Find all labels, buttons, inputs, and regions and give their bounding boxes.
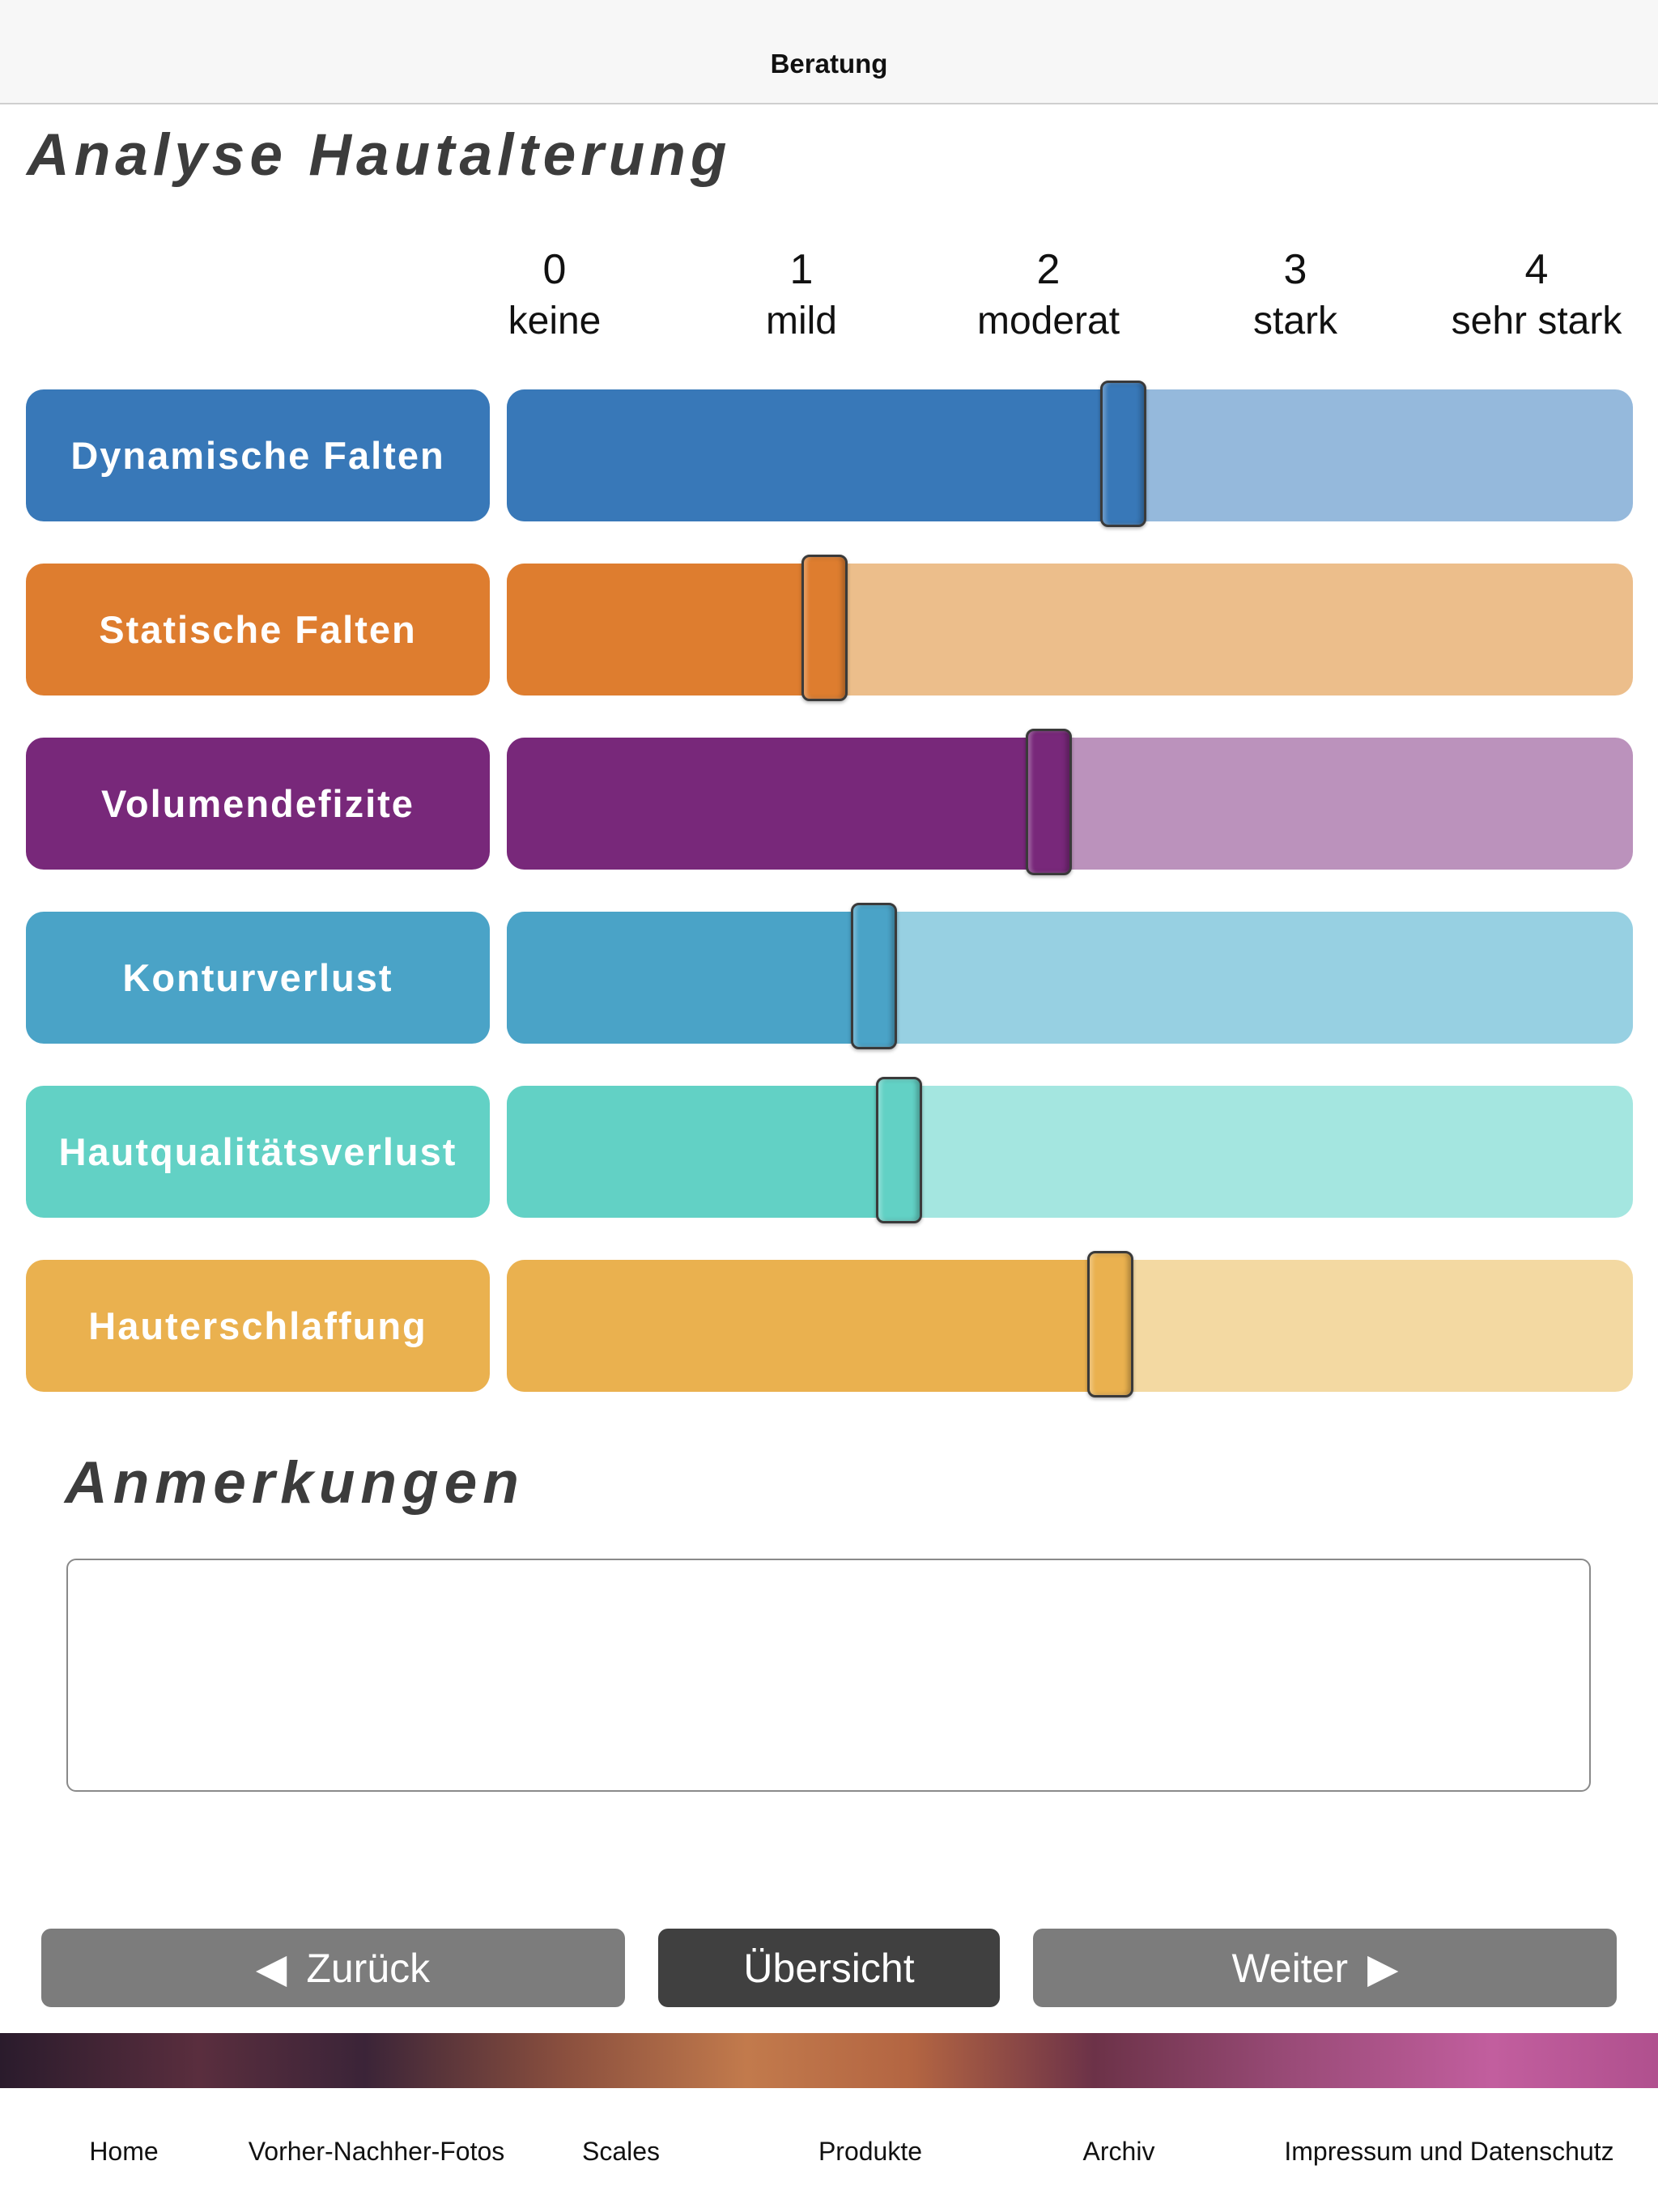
slider-fill <box>507 1086 899 1218</box>
slider-fill <box>507 564 824 696</box>
rating-slider-track[interactable] <box>507 912 1633 1044</box>
rating-slider-track[interactable] <box>507 564 1633 696</box>
scale-level-2: 2 moderat <box>976 246 1120 342</box>
category-label: Dynamische Falten <box>26 389 490 521</box>
back-button-label: Zurück <box>306 1945 431 1991</box>
slider-fill <box>507 912 874 1044</box>
scale-level-3: 3 stark <box>1252 246 1337 342</box>
rating-row-volumendefizite <box>0 738 1658 870</box>
notes-title: Anmerkungen <box>65 1450 525 1516</box>
nav-title: Beratung <box>770 49 888 79</box>
next-button-label: Weiter <box>1231 1945 1349 1991</box>
tab-vorher-nachher-fotos[interactable]: Vorher-Nachher-Fotos <box>248 2137 505 2166</box>
rating-row-hautqualitaetsverlust <box>0 1086 1658 1218</box>
notes-textarea[interactable] <box>66 1559 1591 1792</box>
rating-row-konturverlust <box>0 912 1658 1044</box>
category-label: Volumendefizite <box>26 738 490 870</box>
rating-slider-track[interactable] <box>507 1260 1633 1392</box>
rating-slider-track[interactable] <box>507 389 1633 521</box>
scale-level-4: 4 sehr stark <box>1451 246 1622 342</box>
slider-thumb[interactable] <box>1087 1251 1133 1397</box>
rating-slider-track[interactable] <box>507 1086 1633 1218</box>
tab-produkte[interactable]: Produkte <box>818 2137 923 2166</box>
tab-archiv[interactable]: Archiv <box>1082 2137 1155 2166</box>
chevron-right-icon: ▶ <box>1367 1945 1399 1991</box>
overview-button[interactable] <box>658 1929 1000 2007</box>
rating-row-hauterschlaffung <box>0 1260 1658 1392</box>
slider-thumb[interactable] <box>876 1077 922 1223</box>
navigation-bar <box>0 0 1658 104</box>
chevron-left-icon: ◀ <box>255 1945 287 1991</box>
overview-button-label: Übersicht <box>743 1945 915 1991</box>
tab-impressum[interactable]: Impressum und Datenschutz <box>1284 2137 1614 2166</box>
category-label: Statische Falten <box>26 564 490 696</box>
category-label: Hautqualitätsverlust <box>26 1086 490 1218</box>
tab-bar <box>0 2088 1658 2212</box>
slider-fill <box>507 1260 1111 1392</box>
tab-scales[interactable]: Scales <box>581 2137 661 2166</box>
next-button[interactable] <box>1033 1929 1617 2007</box>
rating-row-dynamische-falten <box>0 389 1658 521</box>
slider-thumb[interactable] <box>1026 729 1072 875</box>
category-label: Konturverlust <box>26 912 490 1044</box>
page-title: Analyse Hautalterung <box>27 122 732 188</box>
category-label: Hauterschlaffung <box>26 1260 490 1392</box>
back-button[interactable] <box>41 1929 625 2007</box>
decorative-band <box>0 2033 1658 2088</box>
slider-thumb[interactable] <box>851 903 897 1049</box>
slider-fill <box>507 389 1123 521</box>
rating-row-statische-falten <box>0 564 1658 696</box>
slider-thumb[interactable] <box>801 555 848 701</box>
tab-home[interactable]: Home <box>89 2137 159 2166</box>
slider-thumb[interactable] <box>1100 381 1146 527</box>
scale-level-1: 1 mild <box>765 246 837 342</box>
scale-level-0: 0 keine <box>508 246 602 342</box>
slider-fill <box>507 738 1048 870</box>
